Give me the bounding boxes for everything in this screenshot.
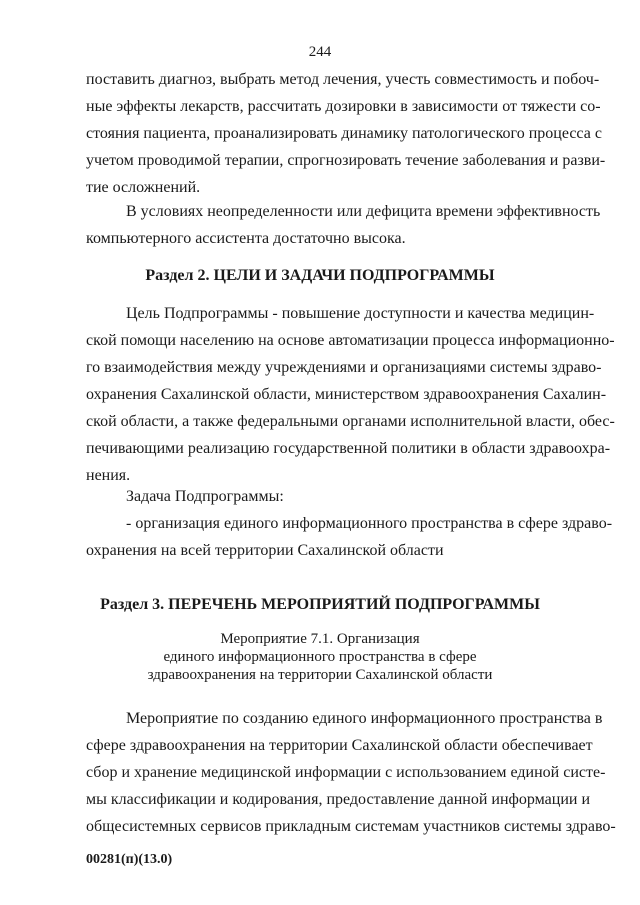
text-line: тие осложнений. — [86, 179, 201, 196]
measure-title-line: здравоохранения на территории Сахалинской области — [147, 667, 493, 683]
text-line: го взаимодействия между учреждениями и организациями системы здраво- — [86, 359, 602, 376]
page-number: 244 — [308, 44, 332, 60]
text-line: поставить диагноз, выбрать метод лечения, учесть совместимость и побоч- — [86, 71, 600, 88]
measure-body-paragraph — [86, 705, 616, 840]
measure-title-line: единого информационного пространства в сфере — [163, 649, 477, 665]
task-paragraph — [86, 483, 613, 564]
text-line: Мероприятие по созданию единого информационного пространства в — [126, 710, 603, 727]
task-label: Задача Подпрограммы: — [126, 488, 284, 505]
text-line: - организация единого информационного пространства в сфере здраво- — [126, 515, 613, 532]
measure-title — [0, 630, 640, 684]
text-line: сфере здравоохранения на территории Сахалинской области обеспечивает — [86, 737, 593, 754]
text-line: стояния пациента, проанализировать динамику патологического процесса с — [86, 125, 602, 142]
text-line: ской области, а также федеральными органами исполнительной власти, обес- — [86, 413, 615, 430]
text-line: В условиях неопределенности или дефицита времени эффективность — [126, 203, 601, 220]
measure-title-line: Мероприятие 7.1. Организация — [220, 631, 420, 647]
section-2-heading: Раздел 2. ЦЕЛИ И ЗАДАЧИ ПОДПРОГРАММЫ — [145, 267, 495, 284]
intro-paragraph — [86, 66, 606, 201]
section-3-heading: Раздел 3. ПЕРЕЧЕНЬ МЕРОПРИЯТИЙ ПОДПРОГРАММЫ — [100, 596, 540, 613]
text-line: ные эффекты лекарств, рассчитать дозировки в зависимости от тяжести со- — [86, 98, 601, 115]
text-line: охранения на всей территории Сахалинской области — [86, 542, 444, 559]
document-code: 00281(п)(13.0) — [86, 852, 173, 867]
text-line: охранения Сахалинской области, министерством здравоохранения Сахалин- — [86, 386, 607, 403]
text-line: сбор и хранение медицинской информации с использованием единой систе- — [86, 764, 606, 781]
text-line: учетом проводимой терапии, спрогнозировать течение заболевания и разви- — [86, 152, 606, 169]
text-line: печивающими реализацию государственной политики в области здравоохра- — [86, 440, 611, 457]
text-line: мы классификации и кодирования, предоставление данной информации и — [86, 791, 591, 808]
text-line: Цель Подпрограммы - повышение доступности и качества медицин- — [126, 305, 595, 322]
text-line: компьютерного ассистента достаточно высока. — [86, 230, 406, 247]
goal-paragraph — [86, 300, 615, 489]
text-line: общесистемных сервисов прикладным системам участников системы здраво- — [86, 818, 616, 835]
text-line: ской помощи населению на основе автоматизации процесса информационно- — [86, 332, 615, 349]
uncertainty-paragraph — [86, 198, 601, 252]
text-line: нения. — [86, 467, 131, 484]
